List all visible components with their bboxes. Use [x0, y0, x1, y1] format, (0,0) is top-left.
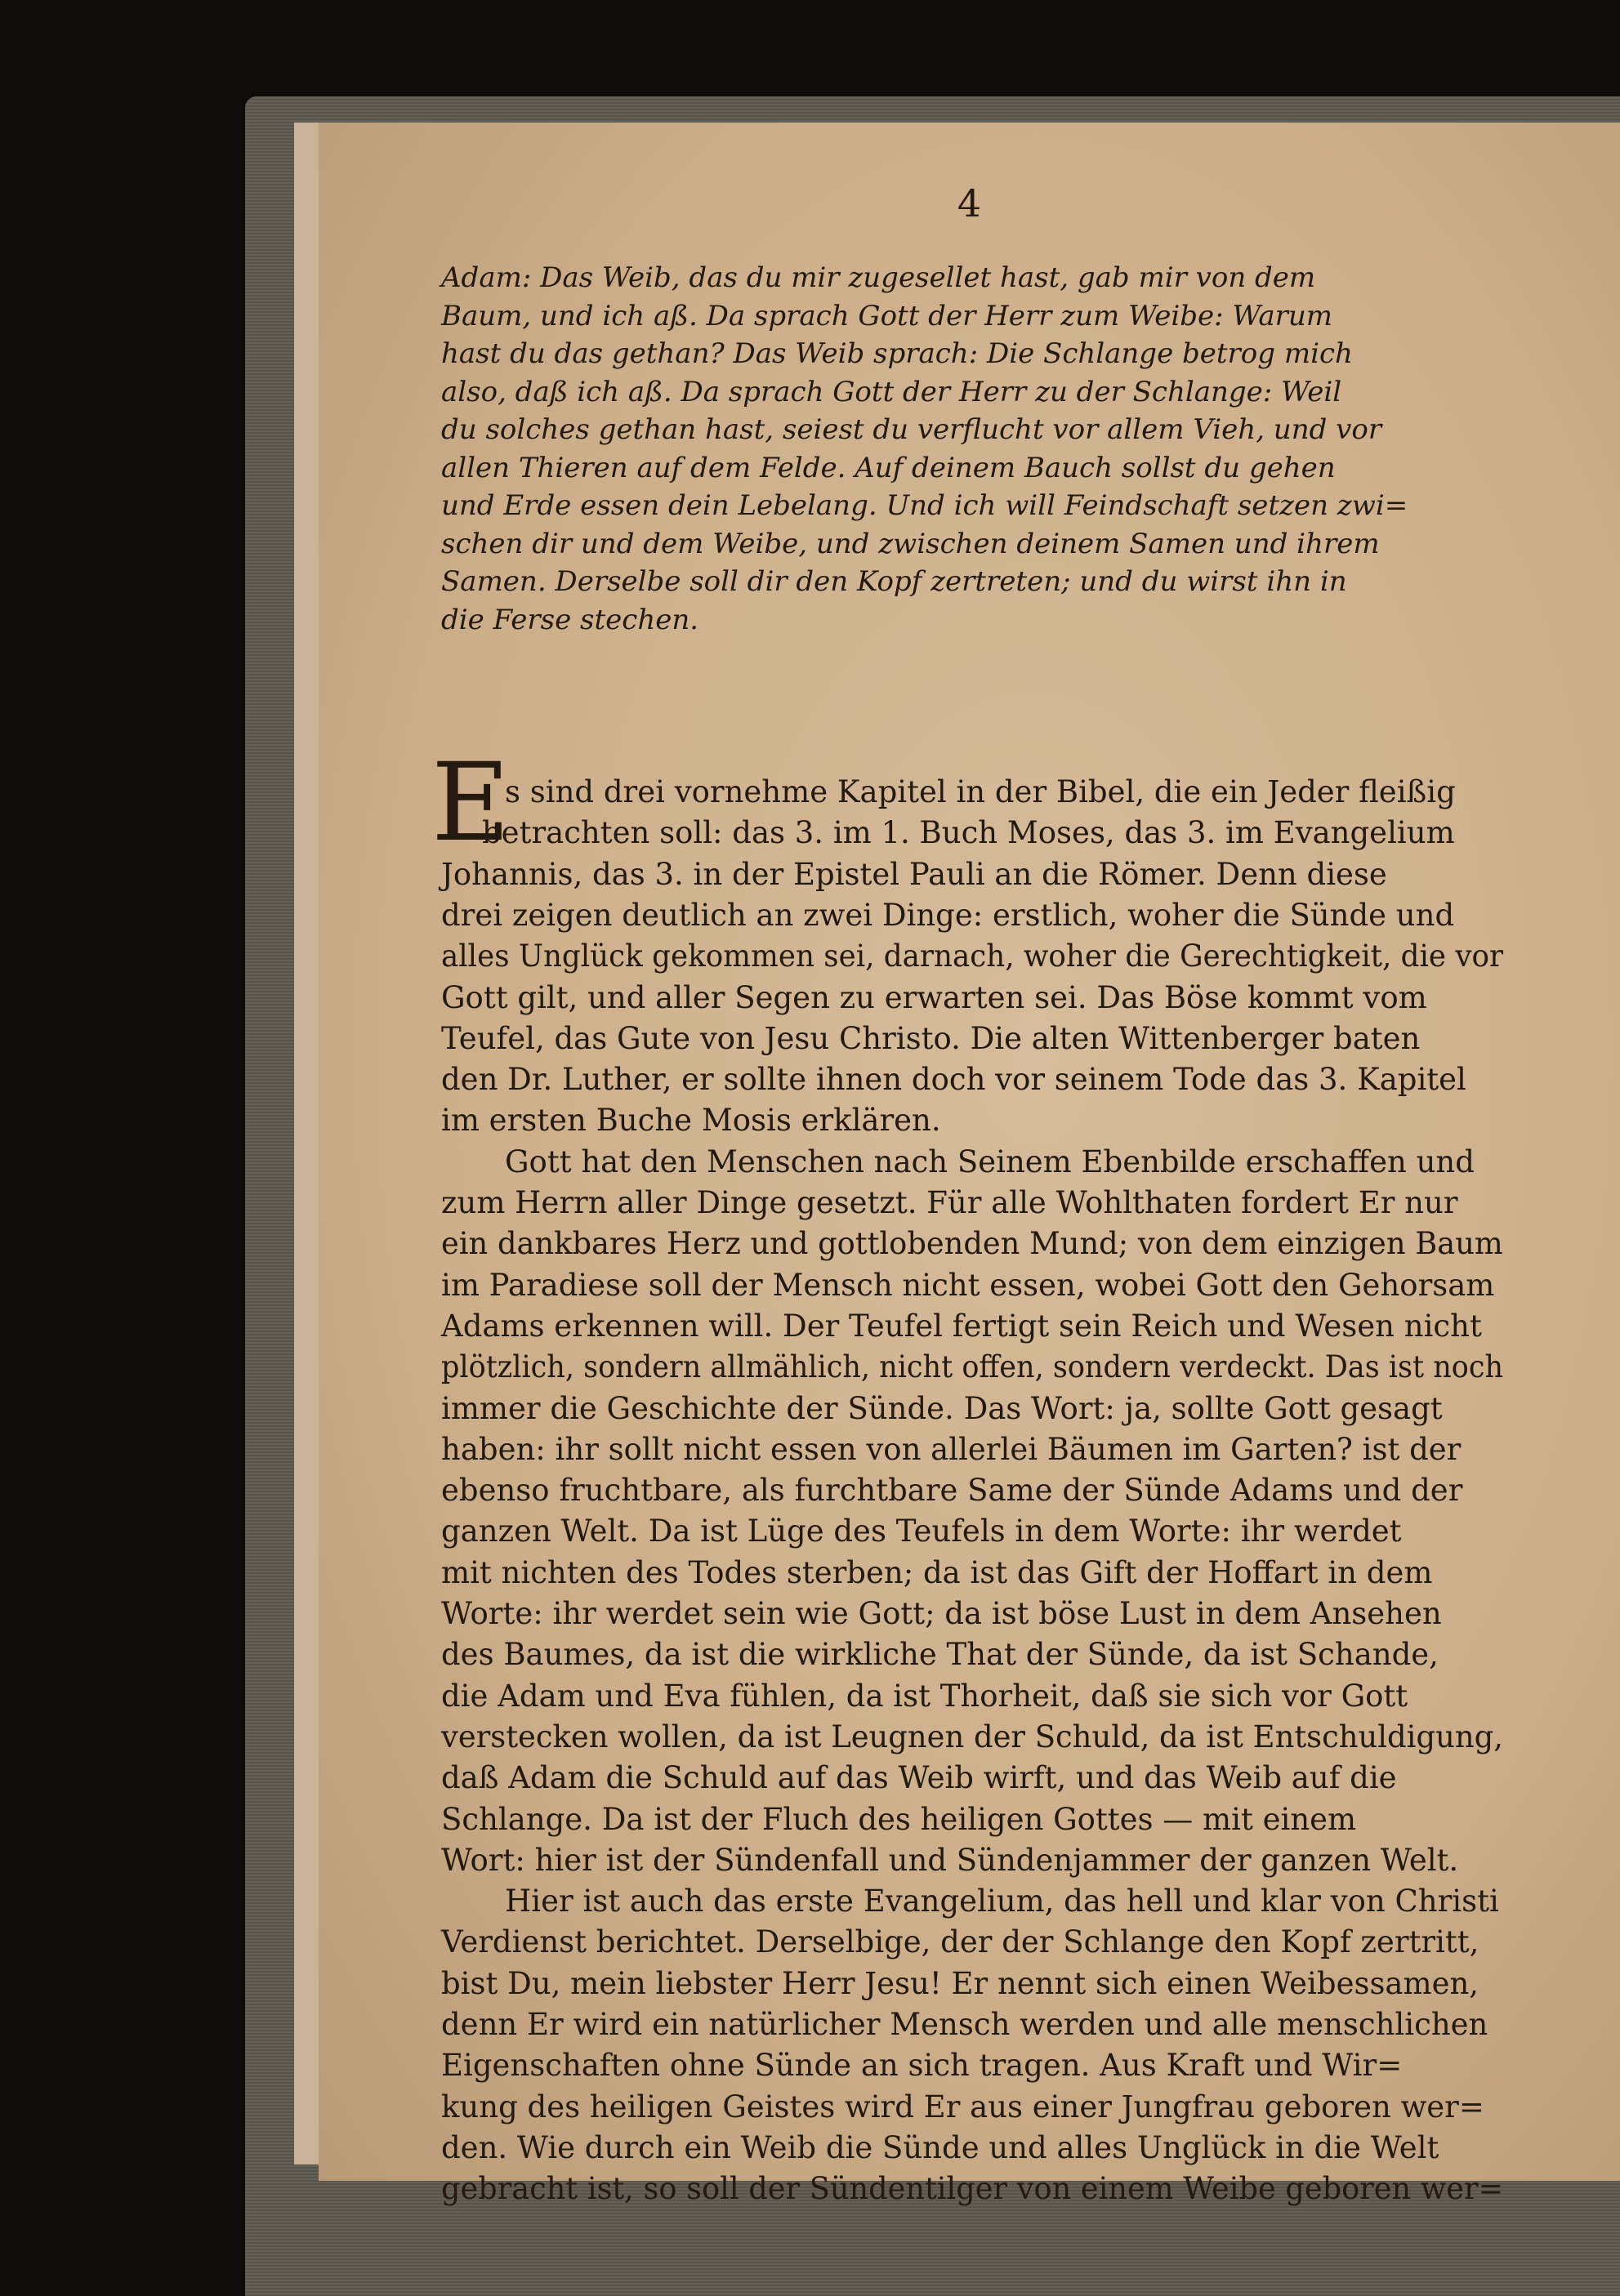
quote-line: die Ferse stechen. — [441, 603, 699, 636]
body-line: mit nichten des Todes sterben; da ist das Gift der Hoffart in dem — [441, 1554, 1433, 1590]
body-line: ebenso fruchtbare, als furchtbare Same der Sünde Adams und der — [441, 1473, 1463, 1509]
quote-line: hast du das gethan? Das Weib sprach: Die Schlange betrog mich — [441, 337, 1353, 370]
body-line: s sind drei vornehme Kapitel in der Bibel, die ein Jeder fleißig — [505, 774, 1456, 809]
body-line: Johannis, das 3. in der Epistel Pauli an die Römer. Denn diese — [441, 856, 1387, 892]
body-line: Verdienst berichtet. Derselbige, der der Schlange den Kopf zertritt, — [441, 1924, 1479, 1960]
drop-cap: E — [431, 740, 511, 866]
quote-line: Samen. Derselbe soll dir den Kopf zertreten; und du wirst ihn in — [441, 565, 1347, 598]
quote-line: Baum, und ich aß. Da sprach Gott der Herr zum Weibe: Warum — [441, 299, 1333, 332]
body-line: verstecken wollen, da ist Leugnen der Schuld, da ist Entschuldigung, — [441, 1719, 1503, 1754]
body-line: Gott gilt, und aller Segen zu erwarten sei. Das Böse kommt vom — [441, 979, 1427, 1015]
body-line: im Paradiese soll der Mensch nicht essen, wobei Gott den Gehorsam — [441, 1267, 1495, 1303]
quote-line: schen dir und dem Weibe, und zwischen deinem Samen und ihrem — [441, 527, 1380, 560]
quote-line: Adam: Das Weib, das du mir zugesellet hast, gab mir von dem — [441, 261, 1316, 294]
body-line: daß Adam die Schuld auf das Weib wirft, und das Weib auf die — [441, 1760, 1397, 1796]
book-page — [319, 123, 1620, 2207]
body-line: Eigenschaften ohne Sünde an sich tragen. Aus Kraft und Wir= — [441, 2048, 1403, 2084]
body-line: im ersten Buche Mosis erklären. — [441, 1103, 941, 1139]
quote-line: allen Thieren auf dem Felde. Auf deinem Bauch sollst du gehen — [441, 451, 1336, 484]
body-line: gebracht ist, so soll der Sündentilger von einem Weibe geboren wer= — [441, 2171, 1504, 2207]
quote-line: also, daß ich aß. Da sprach Gott der Herr zu der Schlange: Weil — [441, 375, 1342, 408]
body-line: ein dankbares Herz und gottlobenden Mund; von dem einzigen Baum — [441, 1226, 1503, 1262]
page-number: 4 — [957, 181, 982, 225]
body-line: betrachten soll: das 3. im 1. Buch Moses, das 3. im Evangelium — [482, 815, 1455, 851]
body-line: Gott hat den Menschen nach Seinem Ebenbilde erschaffen und — [505, 1144, 1475, 1179]
body-line: kung des heiligen Geistes wird Er aus einer Jungfrau geboren wer= — [441, 2089, 1484, 2124]
body-line: zum Herrn aller Dinge gesetzt. Für alle Wohlthaten fordert Er nur — [441, 1185, 1458, 1220]
body-line: alles Unglück gekommen sei, darnach, woher die Gerechtigkeit, die vor — [441, 938, 1504, 974]
body-line: drei zeigen deutlich an zwei Dinge: erstlich, woher die Sünde und — [441, 897, 1455, 933]
body-line: Wort: hier ist der Sündenfall und Sündenjammer der ganzen Welt. — [441, 1842, 1459, 1878]
body-line: Adams erkennen will. Der Teufel fertigt sein Reich und Wesen nicht — [441, 1308, 1482, 1344]
body-line: bist Du, mein liebster Herr Jesu! Er nennt sich einen Weibessamen, — [441, 1965, 1479, 2001]
body-line: den Dr. Luther, er sollte ihnen doch vor seinem Tode das 3. Kapitel — [441, 1062, 1466, 1098]
quote-line: du solches gethan hast, seiest du verflucht vor allem Vieh, und vor — [441, 413, 1382, 446]
body-line: des Baumes, da ist die wirkliche That der Sünde, da ist Schande, — [441, 1637, 1439, 1673]
body-line: Hier ist auch das erste Evangelium, das hell und klar von Christi — [505, 1884, 1499, 1919]
body-line: haben: ihr sollt nicht essen von allerlei Bäumen im Garten? ist der — [441, 1431, 1462, 1467]
body-line: den. Wie durch ein Weib die Sünde und alles Unglück in die Welt — [441, 2129, 1439, 2165]
body-line: immer die Geschichte der Sünde. Das Wort: ja, sollte Gott gesagt — [441, 1390, 1443, 1426]
body-line: ganzen Welt. Da ist Lüge des Teufels in dem Worte: ihr werdet — [441, 1514, 1402, 1549]
body-line: die Adam und Eva fühlen, da ist Thorheit, daß sie sich vor Gott — [441, 1678, 1408, 1714]
quote-line: und Erde essen dein Lebelang. Und ich will Feindschaft setzen zwi= — [441, 489, 1408, 522]
body-line: Worte: ihr werdet sein wie Gott; da ist böse Lust in dem Ansehen — [441, 1596, 1442, 1631]
body-line: Teufel, das Gute von Jesu Christo. Die alten Wittenberger baten — [441, 1020, 1421, 1056]
body-line: Schlange. Da ist der Fluch des heiligen Gottes — mit einem — [441, 1801, 1357, 1837]
body-line: denn Er wird ein natürlicher Mensch werden und alle menschlichen — [441, 2007, 1488, 2042]
body-line: plötzlich, sondern allmählich, nicht offen, sondern verdeckt. Das ist noch — [441, 1349, 1504, 1385]
